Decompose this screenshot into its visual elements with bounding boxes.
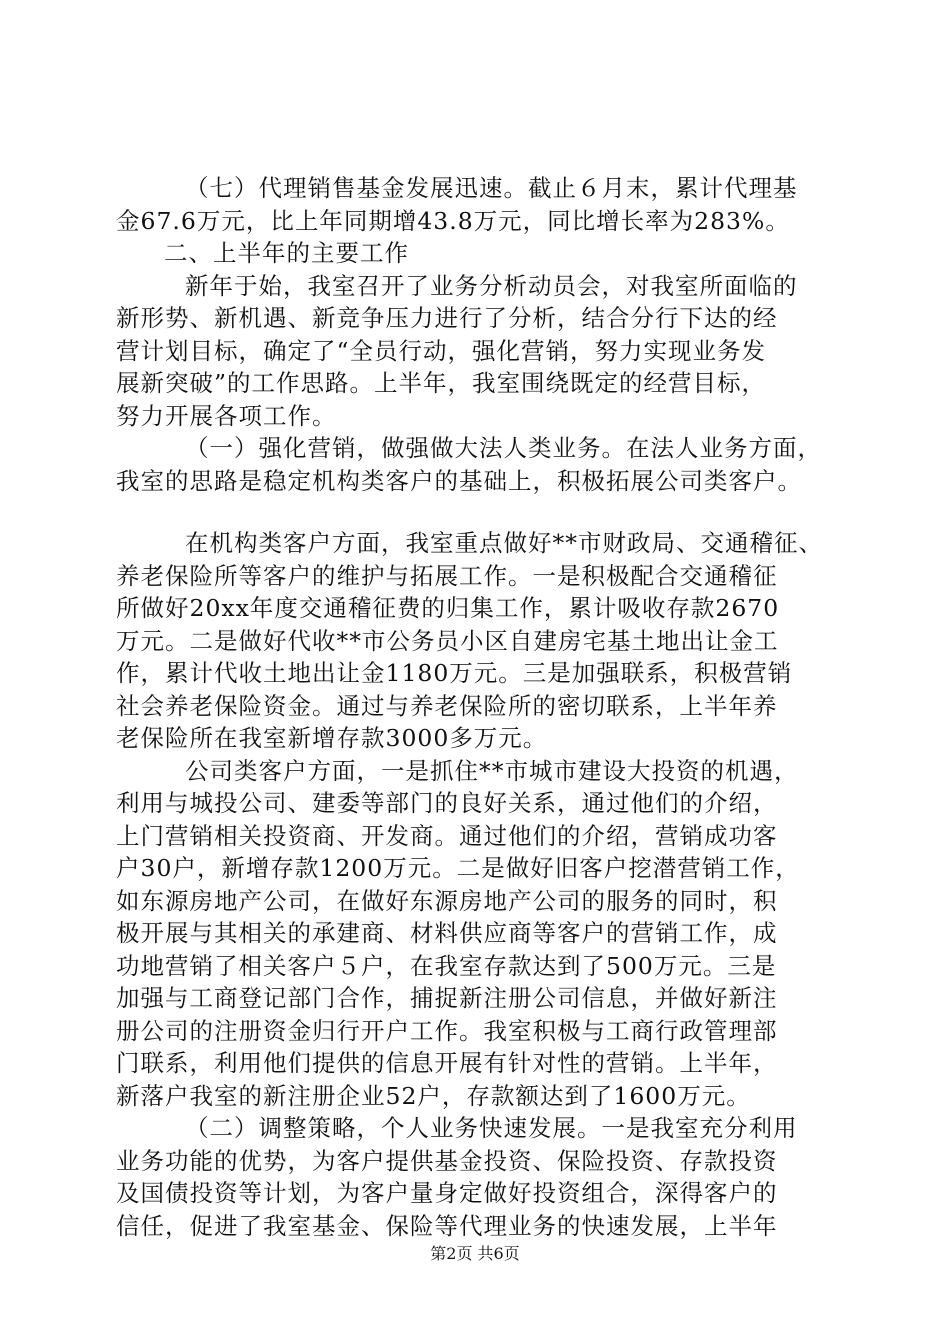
paragraph-line: 极开展与其相关的承建商、材料供应商等客户的营销工作，成 (116, 919, 778, 947)
section-heading: 二、上半年的主要工作 (164, 239, 409, 267)
paragraph-line: 社会养老保险资金。通过与养老保险所的密切联系，上半年养 (116, 691, 778, 720)
paragraph-line: （七）代理销售基金发展迅速。截止６月末，累计代理基 (185, 174, 798, 202)
paragraph-line: 业务功能的优势，为客户提供基金投资、保险投资、存款投资 (116, 1146, 778, 1175)
paragraph-line: 新落户我室的新注册企业52户，存款额达到了1600万元。 (116, 1081, 751, 1110)
paragraph-line: 户30户，新增存款1200万元。二是做好旧客户挖潜营销工作， (116, 854, 800, 882)
paragraph-line: 所做好20xx年度交通稽征费的归集工作，累计吸收存款2670 (116, 594, 780, 622)
paragraph-line: 营计划目标，确定了“全员行动，强化营销，努力实现业务发 (116, 336, 767, 365)
paragraph-line: 万元。二是做好代收**市公务员小区自建房宅基土地出让金工 (116, 626, 779, 655)
paragraph-line: 门联系，利用他们提供的信息开展有针对性的营销。上半年， (116, 1049, 778, 1077)
paragraph-line: 养老保险所等客户的维护与拓展工作。一是积极配合交通稽征 (116, 561, 778, 590)
paragraph-line: （一）强化营销，做强做大法人类业务。在法人业务方面， (185, 434, 822, 462)
paragraph-line: 如东源房地产公司，在做好东源房地产公司的服务的同时，积 (116, 886, 778, 915)
paragraph-line: 加强与工商登记部门合作，捕捉新注册公司信息，并做好新注 (116, 984, 778, 1012)
paragraph-line: 新年于始，我室召开了业务分析动员会，对我室所面临的 (185, 271, 798, 300)
paragraph-line: 册公司的注册资金归行开户工作。我室积极与工商行政管理部 (116, 1016, 778, 1045)
paragraph-line: 信任，促进了我室基金、保险等代理业务的快速发展，上半年 (116, 1211, 778, 1240)
paragraph-line: 我室的思路是稳定机构类客户的基础上，积极拓展公司类客户。 (116, 466, 802, 495)
paragraph-line: 上门营销相关投资商、开发商。通过他们的介绍，营销成功客 (116, 821, 778, 850)
paragraph-line: 公司类客户方面，一是抓住**市城市建设大投资的机遇， (185, 756, 799, 785)
paragraph-line: 老保险所在我室新增存款3000多万元。 (116, 724, 548, 752)
paragraph-line: 利用与城投公司、建委等部门的良好关系，通过他们的介绍， (116, 789, 778, 817)
paragraph-line: 金67.6万元，比上年同期增43.8万元，同比增长率为283%。 (116, 206, 790, 235)
paragraph-gap (116, 497, 846, 527)
paragraph-line: 努力开展各项工作。 (116, 401, 337, 430)
paragraph-line: 新形势、新机遇、新竞争压力进行了分析，结合分行下达的经 (116, 304, 778, 332)
page-number-footer: 第2页 共6页 (430, 1244, 520, 1263)
paragraph-line: 功地营销了相关客户５户，在我室存款达到了500万元。三是 (116, 951, 777, 980)
paragraph-line: （二）调整策略，个人业务快速发展。一是我室充分利用 (185, 1114, 798, 1142)
document-body (116, 172, 846, 1242)
paragraph-line: 及国债投资等计划，为客户量身定做好投资组合，深得客户的 (116, 1179, 778, 1207)
paragraph-line: 在机构类客户方面，我室重点做好**市财政局、交通稽征、 (185, 529, 823, 557)
paragraph-line: 作，累计代收土地出让金1180万元。三是加强联系，积极营销 (116, 659, 793, 687)
paragraph-line: 展新突破”的工作思路。上半年，我室围绕既定的经营目标， (116, 369, 767, 397)
